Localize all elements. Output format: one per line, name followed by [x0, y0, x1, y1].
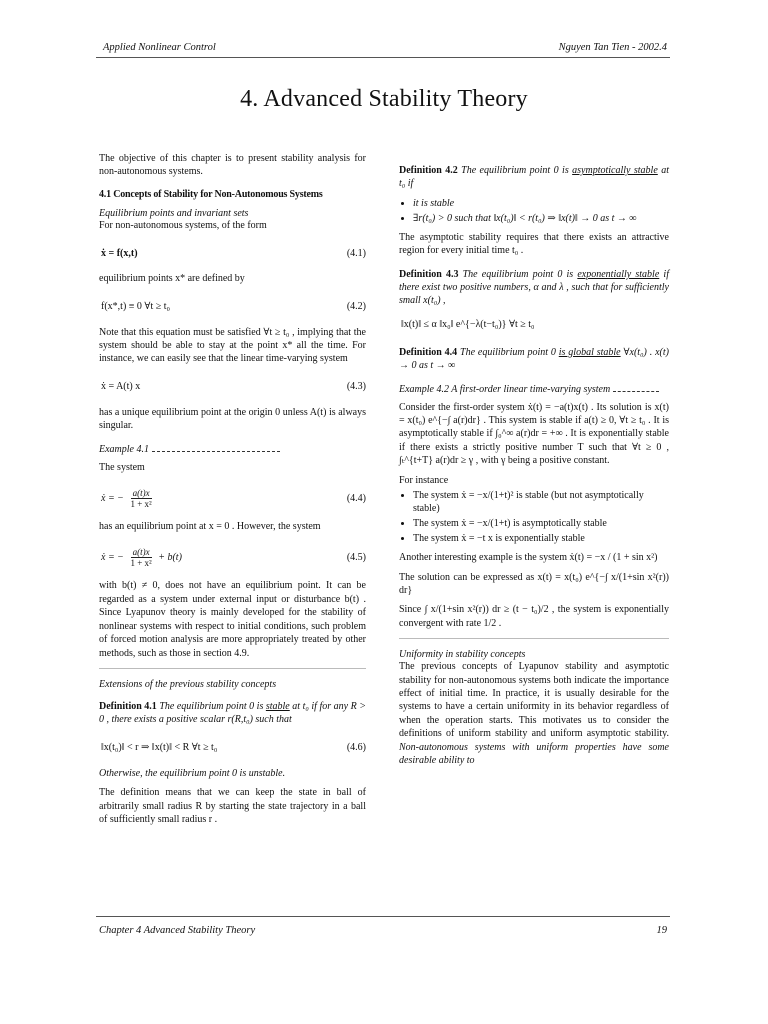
paragraph: The system: [99, 461, 145, 473]
exponential-bound-equation: ‖x(t)‖ ≤ α ‖x₀‖ e^{−λ(t−t₀)} ∀t ≥ t₀: [401, 319, 535, 331]
definition-4-1: Definition 4.1 The equilibrium point 0 is stable at t₀ if for any R > 0 , there exists a positive scalar r(R,t₀) such that: [99, 700, 366, 726]
equation-4-4: ẋ = − $\frac{a(t)x}{\text{1 + x²}}$ (4.4): [101, 487, 366, 509]
paragraph: Consider the first-order system ẋ(t) = −a(t)x(t) . Its solution is x(t) = x(t₀) e^{−∫ a(r)dr} . This system is stable if a(t) ≥ 0, ∀t ≥ t₀ . It is asymptotically stable if ∫₀^∞ a(r)dr = +∞ . It is exponentially stable if there exists a strictly positive number T such that ∀t ≥ 0 , ∫ₜ^{t+T} a(r)dr ≥ γ , with γ being a positive constant.: [399, 401, 669, 467]
list-item: • it is stable: [413, 197, 669, 210]
definition-4-2: Definition 4.2 The equilibrium point 0 is asymptotically stable at t₀ if: [399, 165, 669, 190]
definition-4-2-conditions: [399, 197, 669, 225]
example-heading: Example 4.2 A first-order linear time-varying system: [399, 383, 669, 395]
equation-4-1: ẋ = f(x,t) (4.1): [101, 247, 366, 259]
paragraph: Another interesting example is the system ẋ(t) = −x / (1 + sin x²): [399, 552, 658, 564]
list-item: • The system ẋ = −x/(1+t)² is stable (but not asymptotically stable): [413, 489, 669, 515]
paragraph: The definition means that we can keep the state in ball of arbitrarily small radius R by starting the state trajectory in a ball of sufficiently small radius r .: [99, 787, 366, 825]
header-rule: [96, 57, 670, 58]
right-column: [399, 164, 669, 773]
subheading-uniformity: Uniformity in stability concepts: [399, 649, 526, 661]
paragraph: Since ∫ x/(1+sin x²(r)) dr ≥ (t − t₀)/2 , the system is exponentially convergent with rate 1/2 .: [399, 604, 669, 629]
subheading-extensions: Extensions of the previous stability concepts: [99, 678, 277, 690]
list-item: • ∃r(t₀) > 0 such that ‖x(t₀)‖ < r(t₀) ⇒ ‖x(t)‖ → 0 as t → ∞: [413, 212, 669, 225]
divider: [99, 668, 366, 669]
equation-4-2: f(x*,t) ≡ 0 ∀t ≥ t₀ (4.2): [101, 301, 366, 313]
example-list: [399, 489, 669, 545]
footer-rule: [96, 916, 670, 917]
equation-4-5: ẋ = − $\frac{a(t)x}{\text{1 + x²}}$ + b(t) (4.5): [101, 546, 366, 568]
paragraph: The solution can be expressed as x(t) = x(t₀) e^{−∫ x/(1+sin x²(r)) dr}: [399, 571, 669, 596]
header-right: Nguyen Tan Tien - 2002.4: [558, 42, 667, 53]
list-item: • The system ẋ = −t x is exponentially stable: [413, 532, 669, 545]
equation-4-6: ‖x(t₀)‖ < r ⇒ ‖x(t)‖ < R ∀t ≥ t₀ (4.6): [101, 742, 366, 754]
paragraph: For instance: [399, 474, 449, 486]
chapter-title: 4. Advanced Stability Theory: [240, 86, 528, 112]
header-left: Applied Nonlinear Control: [103, 42, 216, 53]
definition-4-4: Definition 4.4 The equilibrium point 0 is global stable ∀x(t₀) . x(t) → 0 as t → ∞: [399, 346, 669, 372]
left-column: [99, 152, 366, 832]
paragraph: Note that this equation must be satisfied ∀t ≥ t₀ , implying that the system should be able to stay at the point x* all the time. For instance, we can easily see that the linear time-varying system: [99, 326, 366, 365]
paragraph: has an equilibrium point at x = 0 . However, the system: [99, 521, 321, 533]
paragraph: Otherwise, the equilibrium point 0 is unstable.: [99, 767, 286, 779]
example-heading: Example 4.1: [99, 443, 366, 455]
paragraph: equilibrium points x* are defined by: [99, 273, 245, 285]
paragraph: The asymptotic stability requires that there exists an attractive region for every initial time t₀ .: [399, 231, 669, 257]
paragraph: with b(t) ≠ 0, does not have an equilibrium point. It can be regarded as a system under external input or disturbance b(t) . Since Lyapunov theory is mainly developed for the stability of nonlinear systems with respect to initial conditions, such problem of forced motion analysis are more appropriately treated by other methods, such as those in section 4.9.: [99, 580, 366, 659]
list-item: • The system ẋ = −x/(1+t) is asymptotically stable: [413, 517, 669, 530]
footer-left: Chapter 4 Advanced Stability Theory: [99, 925, 256, 936]
paragraph: For non-autonomous systems, of the form: [99, 219, 267, 231]
intro-paragraph: The objective of this chapter is to present stability analysis for non-autonomous systems.: [99, 153, 366, 178]
divider: [399, 638, 669, 639]
page-number: 19: [656, 925, 667, 936]
paragraph: has a unique equilibrium point at the origin 0 unless A(t) is always singular.: [99, 406, 366, 432]
section-heading: 4.1 Concepts of Stability for Non-Autonomous Systems: [99, 188, 323, 200]
paragraph: The previous concepts of Lyapunov stability and asymptotic stability for non-autonomous systems both indicate the importance effect of initial time. In practice, it is usually desirable for the systems to have a certain uniformity in its behavior regardless of when the operation starts. This motivates us to consider the definitions of uniform stability and uniform asymptotic stability. Non-autonomous systems with uniform properties have some desirable ability to: [399, 661, 669, 766]
definition-4-3: Definition 4.3 The equilibrium point 0 is exponentially stable if there exist two positive numbers, α and λ , such that for sufficiently small x(t₀) ,: [399, 268, 669, 307]
subheading-equilibrium: Equilibrium points and invariant sets: [99, 207, 249, 219]
equation-4-3: ẋ = A(t) x (4.3): [101, 381, 366, 393]
